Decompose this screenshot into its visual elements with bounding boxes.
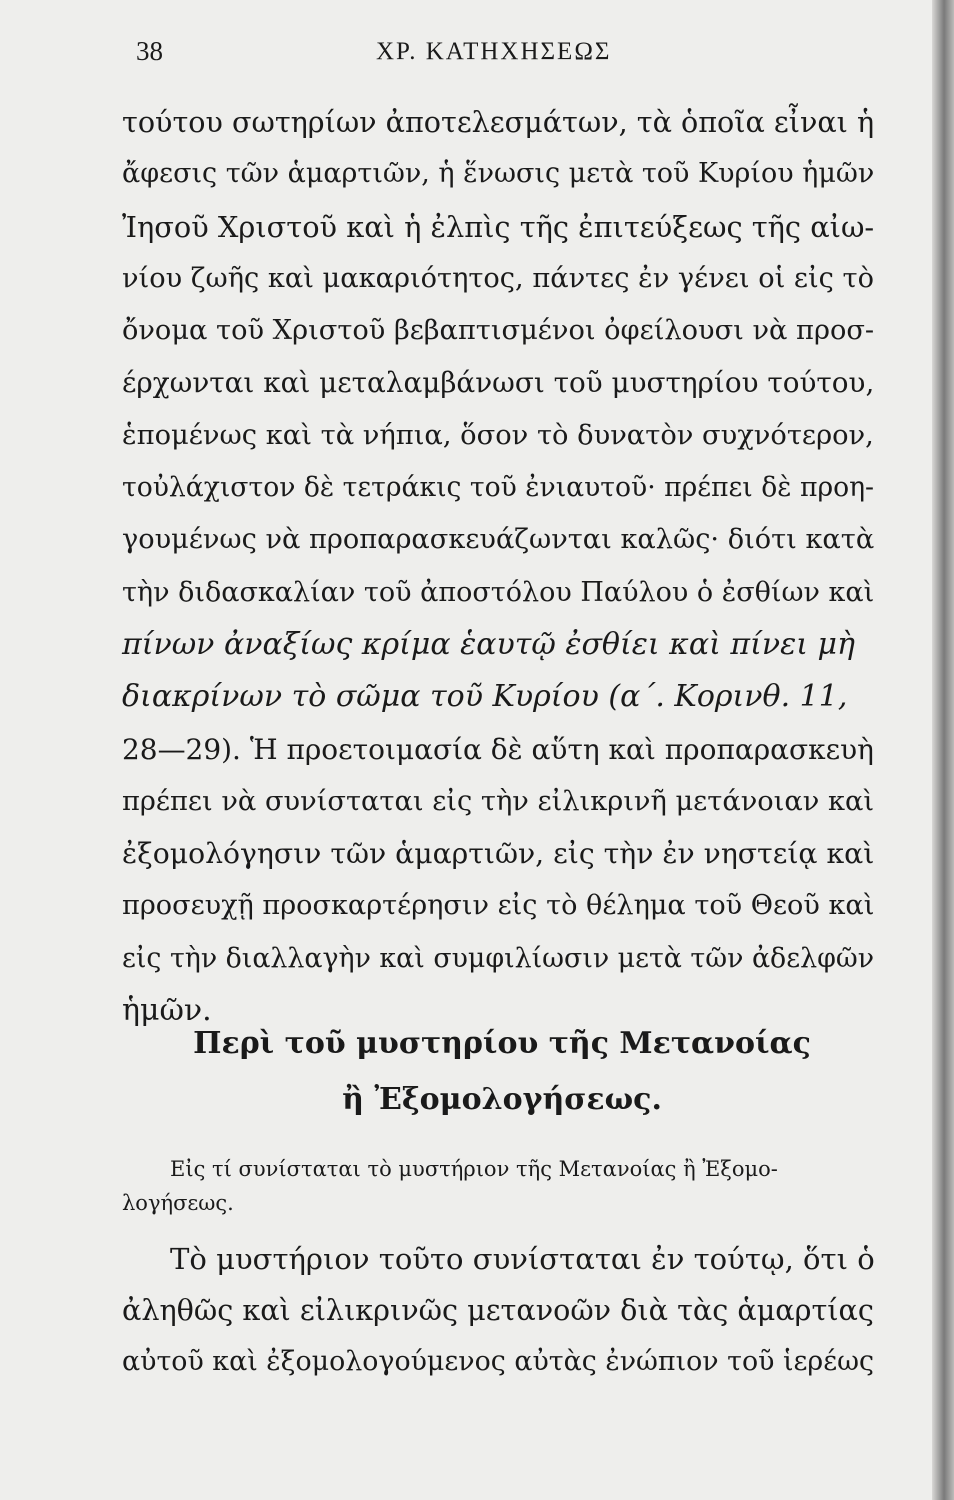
body-line: ὄνομα τοῦ Χριστοῦ βεβαπτισμένοι ὀφείλουσι νὰ προσ- <box>122 315 875 347</box>
body-line: γουμένως νὰ προπαρασκευάζωνται καλῶς· διότι κατὰ <box>122 524 875 556</box>
question-line-2: λογήσεως. <box>122 1191 234 1215</box>
page-number: 38 <box>136 36 163 66</box>
body-line: νίου ζωῆς καὶ μακαριότητος, πάντες ἐν γένει οἱ εἰς τὸ <box>122 262 874 294</box>
body-line: έρχωνται καὶ μεταλαμβάνωσι τοῦ μυστηρίου τούτου, <box>122 366 875 400</box>
body-line: ἄφεσις τῶν ἁμαρτιῶν, ἡ ἕνωσις μετὰ τοῦ Κυρίου ἡμῶν <box>122 158 875 190</box>
page-header <box>136 30 896 80</box>
body-line: εἰς τὴν διαλλαγὴν καὶ συμφιλίωσιν μετὰ τῶν ἀδελφῶν <box>122 942 875 974</box>
body-line: τὴν διδασκαλίαν τοῦ ἀποστόλου Παύλου ὁ ἐσθίων καὶ <box>122 576 875 608</box>
body-line: πρέπει νὰ συνίσταται εἰς τὴν εἰλικρινῆ μετάνοιαν καὶ <box>122 785 875 817</box>
body-line: ἡμῶν. <box>122 993 212 1029</box>
question-line-1: Εἰς τί συνίσταται τὸ μυστήριον τῆς Μετανοίας ἢ Ἐξομο- <box>170 1157 778 1181</box>
catechism-question <box>122 1152 882 1220</box>
body-line: ἐξομολόγησιν τῶν ἁμαρτιῶν, εἰς τὴν ἐν νηστείᾳ καὶ <box>122 837 875 871</box>
catechism-answer <box>122 1234 882 1387</box>
answer-line: ἀληθῶς καὶ εἰλικρινῶς μετανοῶν διὰ τὰς ἁμαρτίας <box>122 1293 874 1327</box>
body-line-italic: πίνων ἀναξίως κρίμα ἑαυτῷ ἐσθίει καὶ πίνει μὴ <box>122 626 855 662</box>
body-line: Ἰησοῦ Χριστοῦ καὶ ἡ ἐλπὶς τῆς ἐπιτεύξεως τῆς αἰω- <box>122 209 875 244</box>
section-heading-line-1: Περὶ τοῦ μυστηρίου τῆς Μετανοίας <box>193 1026 811 1061</box>
section-heading-line-2: ἢ Ἐξομολογήσεως. <box>342 1082 662 1117</box>
body-line: τοὐλάχιστον δὲ τετράκις τοῦ ἐνιαυτοῦ· πρέπει δὲ προη- <box>122 472 875 504</box>
body-line: 28—29). Ἡ προετοιμασία δὲ αὕτη καὶ προπαρασκευὴ <box>122 732 874 766</box>
running-head: ΧΡ. ΚΑΤΗΧΗΣΕΩΣ <box>376 38 612 65</box>
answer-line: Τὸ μυστήριον τοῦτο συνίσταται ἐν τούτῳ, ὅτι ὁ <box>170 1242 875 1276</box>
body-line: προσευχῇ προσκαρτέρησιν εἰς τὸ θέλημα τοῦ Θεοῦ καὶ <box>122 890 875 922</box>
body-line: ἑπομένως καὶ τὰ νήπια, ὅσον τὸ δυνατὸν συχνότερον, <box>122 419 874 451</box>
answer-line: αὐτοῦ καὶ ἐξομολογούμενος αὐτὰς ἐνώπιον τοῦ ἱερέως <box>122 1346 875 1377</box>
body-text <box>122 96 882 1037</box>
body-line: διακρίνων τὸ σῶμα τοῦ Κυρίου (α΄. Κορινθ. 11, <box>122 679 848 715</box>
section-heading <box>122 1016 882 1128</box>
body-line: τούτου σωτηρίων ἀποτελεσμάτων, τὰ ὁποῖα εἶναι ἡ <box>122 105 875 139</box>
page-edge-shadow <box>932 0 954 1500</box>
